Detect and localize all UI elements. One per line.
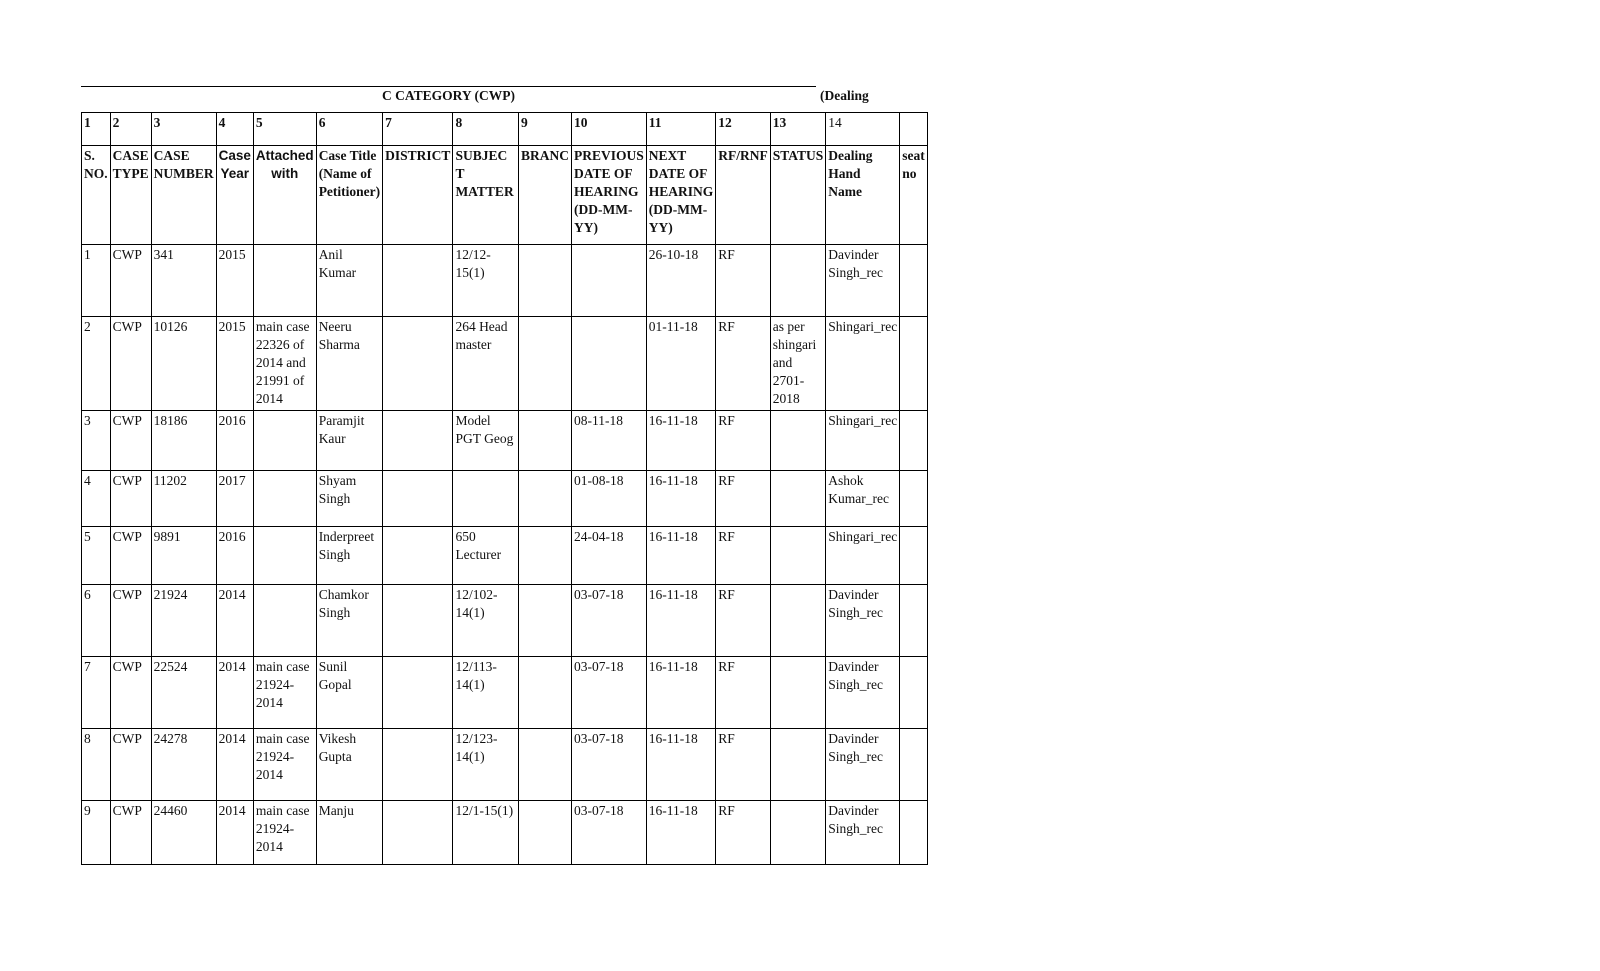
cell-number: 11202 bbox=[151, 471, 216, 527]
cell-branch bbox=[518, 317, 571, 411]
cell-subject: 650 Lecturer bbox=[453, 527, 519, 585]
cell-status bbox=[770, 657, 826, 729]
cell-title: Anil Kumar bbox=[316, 245, 382, 317]
cell-status: as per shingari and 2701-2018 bbox=[770, 317, 826, 411]
cell-attached: main case 21924-2014 bbox=[253, 657, 316, 729]
cell-year: 2017 bbox=[216, 471, 253, 527]
column-number-7: 7 bbox=[383, 113, 453, 146]
cell-status bbox=[770, 585, 826, 657]
cell-subject: 12/113-14(1) bbox=[453, 657, 519, 729]
cell-seat bbox=[900, 411, 928, 471]
title-rule bbox=[81, 86, 816, 87]
cell-attached: main case 21924-2014 bbox=[253, 801, 316, 865]
cell-subject bbox=[453, 471, 519, 527]
cell-rf: RF bbox=[716, 317, 771, 411]
cell-year: 2014 bbox=[216, 585, 253, 657]
cell-next: 16-11-18 bbox=[646, 411, 716, 471]
cell-sno: 7 bbox=[82, 657, 111, 729]
cell-next: 26-10-18 bbox=[646, 245, 716, 317]
cell-rf: RF bbox=[716, 245, 771, 317]
cell-status bbox=[770, 411, 826, 471]
cell-seat bbox=[900, 471, 928, 527]
cell-seat bbox=[900, 801, 928, 865]
cell-branch bbox=[518, 729, 571, 801]
cell-seat bbox=[900, 657, 928, 729]
cell-rf: RF bbox=[716, 527, 771, 585]
cell-attached bbox=[253, 471, 316, 527]
column-number-4: 4 bbox=[216, 113, 253, 146]
cell-sno: 6 bbox=[82, 585, 111, 657]
cell-prev: 01-08-18 bbox=[571, 471, 646, 527]
cell-number: 22524 bbox=[151, 657, 216, 729]
header-previous-hearing: PREVIOUS DATE OF HEARING (DD-MM-YY) bbox=[571, 146, 646, 245]
table-row bbox=[82, 471, 928, 527]
header-case-title: Case Title (Name of Petitioner) bbox=[316, 146, 382, 245]
cell-rf: RF bbox=[716, 657, 771, 729]
cell-status bbox=[770, 801, 826, 865]
cell-prev: 24-04-18 bbox=[571, 527, 646, 585]
cell-seat bbox=[900, 245, 928, 317]
cell-dealing: Shingari_rec bbox=[826, 317, 900, 411]
cell-district bbox=[383, 317, 453, 411]
cell-district bbox=[383, 801, 453, 865]
cell-title: Inderpreet Singh bbox=[316, 527, 382, 585]
cell-prev: 03-07-18 bbox=[571, 801, 646, 865]
cell-branch bbox=[518, 245, 571, 317]
cell-seat bbox=[900, 729, 928, 801]
cell-dealing: Shingari_rec bbox=[826, 411, 900, 471]
cell-prev: 03-07-18 bbox=[571, 657, 646, 729]
cell-prev: 03-07-18 bbox=[571, 729, 646, 801]
cell-status bbox=[770, 729, 826, 801]
table-row bbox=[82, 245, 928, 317]
cell-year: 2014 bbox=[216, 801, 253, 865]
column-number-9: 9 bbox=[518, 113, 571, 146]
cell-type: CWP bbox=[110, 801, 151, 865]
header-rf-rnf: RF/RNF bbox=[716, 146, 771, 245]
cell-attached bbox=[253, 527, 316, 585]
cell-attached: main case 21924-2014 bbox=[253, 729, 316, 801]
cell-sno: 9 bbox=[82, 801, 111, 865]
cell-subject: 12/1-15(1) bbox=[453, 801, 519, 865]
cell-sno: 2 bbox=[82, 317, 111, 411]
column-number-3: 3 bbox=[151, 113, 216, 146]
header-status: STATUS bbox=[770, 146, 826, 245]
cell-dealing: Ashok Kumar_rec bbox=[826, 471, 900, 527]
cell-district bbox=[383, 729, 453, 801]
cell-title: Vikesh Gupta bbox=[316, 729, 382, 801]
cell-rf: RF bbox=[716, 471, 771, 527]
cell-type: CWP bbox=[110, 411, 151, 471]
cell-status bbox=[770, 245, 826, 317]
table-row bbox=[82, 729, 928, 801]
cell-subject: 264 Head master bbox=[453, 317, 519, 411]
cell-title: Neeru Sharma bbox=[316, 317, 382, 411]
cell-dealing: Davinder Singh_rec bbox=[826, 657, 900, 729]
cell-title: Chamkor Singh bbox=[316, 585, 382, 657]
cell-branch bbox=[518, 527, 571, 585]
cell-type: CWP bbox=[110, 729, 151, 801]
cell-rf: RF bbox=[716, 729, 771, 801]
header-case-number: CASE NUMBER bbox=[151, 146, 216, 245]
cell-next: 16-11-18 bbox=[646, 585, 716, 657]
column-number-14: 14 bbox=[826, 113, 900, 146]
column-number-row bbox=[82, 113, 928, 146]
cell-sno: 4 bbox=[82, 471, 111, 527]
cell-year: 2015 bbox=[216, 245, 253, 317]
table-row bbox=[82, 585, 928, 657]
cell-subject: 12/12-15(1) bbox=[453, 245, 519, 317]
cell-subject: Model PGT Geog bbox=[453, 411, 519, 471]
cell-year: 2014 bbox=[216, 729, 253, 801]
cell-year: 2016 bbox=[216, 527, 253, 585]
header-dealing-hand: Dealing Hand Name bbox=[826, 146, 900, 245]
cell-year: 2015 bbox=[216, 317, 253, 411]
column-number-12: 12 bbox=[716, 113, 771, 146]
cell-seat bbox=[900, 317, 928, 411]
column-number-1: 1 bbox=[82, 113, 111, 146]
column-number-2: 2 bbox=[110, 113, 151, 146]
sheet-title: C CATEGORY (CWP) bbox=[381, 88, 516, 103]
cell-district bbox=[383, 245, 453, 317]
cell-sno: 5 bbox=[82, 527, 111, 585]
column-number-15 bbox=[900, 113, 928, 146]
header-case-type: CASE TYPE bbox=[110, 146, 151, 245]
cell-rf: RF bbox=[716, 585, 771, 657]
cell-attached bbox=[253, 245, 316, 317]
cell-type: CWP bbox=[110, 317, 151, 411]
cell-next: 16-11-18 bbox=[646, 527, 716, 585]
cell-status bbox=[770, 471, 826, 527]
cell-dealing: Davinder Singh_rec bbox=[826, 729, 900, 801]
table-row bbox=[82, 657, 928, 729]
cell-type: CWP bbox=[110, 657, 151, 729]
table-row bbox=[82, 527, 928, 585]
header-attached-with: Attached with bbox=[253, 146, 316, 245]
case-table bbox=[81, 112, 928, 865]
cell-district bbox=[383, 411, 453, 471]
cell-prev bbox=[571, 245, 646, 317]
cell-rf: RF bbox=[716, 411, 771, 471]
cell-next: 16-11-18 bbox=[646, 471, 716, 527]
cell-prev bbox=[571, 317, 646, 411]
column-number-11: 11 bbox=[646, 113, 716, 146]
cell-next: 01-11-18 bbox=[646, 317, 716, 411]
cell-number: 18186 bbox=[151, 411, 216, 471]
cell-branch bbox=[518, 801, 571, 865]
cell-dealing: Davinder Singh_rec bbox=[826, 245, 900, 317]
cell-sno: 3 bbox=[82, 411, 111, 471]
cell-title: Sunil Gopal bbox=[316, 657, 382, 729]
cell-title: Shyam Singh bbox=[316, 471, 382, 527]
cell-subject: 12/123-14(1) bbox=[453, 729, 519, 801]
header-case-year: Case Year bbox=[216, 146, 253, 245]
header-sno: S. NO. bbox=[82, 146, 111, 245]
cell-number: 24278 bbox=[151, 729, 216, 801]
cell-number: 10126 bbox=[151, 317, 216, 411]
cell-district bbox=[383, 657, 453, 729]
cell-number: 9891 bbox=[151, 527, 216, 585]
header-branch: BRANC bbox=[518, 146, 571, 245]
cell-seat bbox=[900, 585, 928, 657]
column-number-6: 6 bbox=[316, 113, 382, 146]
page-cut bbox=[81, 876, 911, 886]
cell-district bbox=[383, 527, 453, 585]
cell-sno: 1 bbox=[82, 245, 111, 317]
header-subject-matter: SUBJECT MATTER bbox=[453, 146, 519, 245]
header-next-hearing: NEXT DATE OF HEARING (DD-MM-YY) bbox=[646, 146, 716, 245]
cell-branch bbox=[518, 411, 571, 471]
table-row bbox=[82, 411, 928, 471]
cell-rf: RF bbox=[716, 801, 771, 865]
header-row bbox=[82, 146, 928, 245]
cell-district bbox=[383, 471, 453, 527]
cell-title: Paramjit Kaur bbox=[316, 411, 382, 471]
cell-prev: 03-07-18 bbox=[571, 585, 646, 657]
table-row bbox=[82, 801, 928, 865]
cell-district bbox=[383, 585, 453, 657]
cell-year: 2014 bbox=[216, 657, 253, 729]
cell-prev: 08-11-18 bbox=[571, 411, 646, 471]
cell-number: 24460 bbox=[151, 801, 216, 865]
cell-attached: main case 22326 of 2014 and 21991 of 2014 bbox=[253, 317, 316, 411]
cell-seat bbox=[900, 527, 928, 585]
cell-type: CWP bbox=[110, 245, 151, 317]
side-note: (Dealing bbox=[820, 88, 869, 103]
cell-type: CWP bbox=[110, 471, 151, 527]
column-number-5: 5 bbox=[253, 113, 316, 146]
cell-dealing: Davinder Singh_rec bbox=[826, 801, 900, 865]
cell-title: Manju bbox=[316, 801, 382, 865]
cell-attached bbox=[253, 585, 316, 657]
cell-dealing: Shingari_rec bbox=[826, 527, 900, 585]
cell-year: 2016 bbox=[216, 411, 253, 471]
column-number-13: 13 bbox=[770, 113, 826, 146]
cell-branch bbox=[518, 657, 571, 729]
cell-attached bbox=[253, 411, 316, 471]
cell-number: 21924 bbox=[151, 585, 216, 657]
column-number-10: 10 bbox=[571, 113, 646, 146]
cell-subject: 12/102-14(1) bbox=[453, 585, 519, 657]
cell-number: 341 bbox=[151, 245, 216, 317]
column-number-8: 8 bbox=[453, 113, 519, 146]
cell-dealing: Davinder Singh_rec bbox=[826, 585, 900, 657]
cell-branch bbox=[518, 585, 571, 657]
cell-status bbox=[770, 527, 826, 585]
cell-branch bbox=[518, 471, 571, 527]
cell-next: 16-11-18 bbox=[646, 657, 716, 729]
table-row bbox=[82, 317, 928, 411]
cell-type: CWP bbox=[110, 527, 151, 585]
header-district: DISTRICT bbox=[383, 146, 453, 245]
cell-next: 16-11-18 bbox=[646, 729, 716, 801]
cell-type: CWP bbox=[110, 585, 151, 657]
header-seat-no: seat no bbox=[900, 146, 928, 245]
cell-sno: 8 bbox=[82, 729, 111, 801]
cell-next: 16-11-18 bbox=[646, 801, 716, 865]
